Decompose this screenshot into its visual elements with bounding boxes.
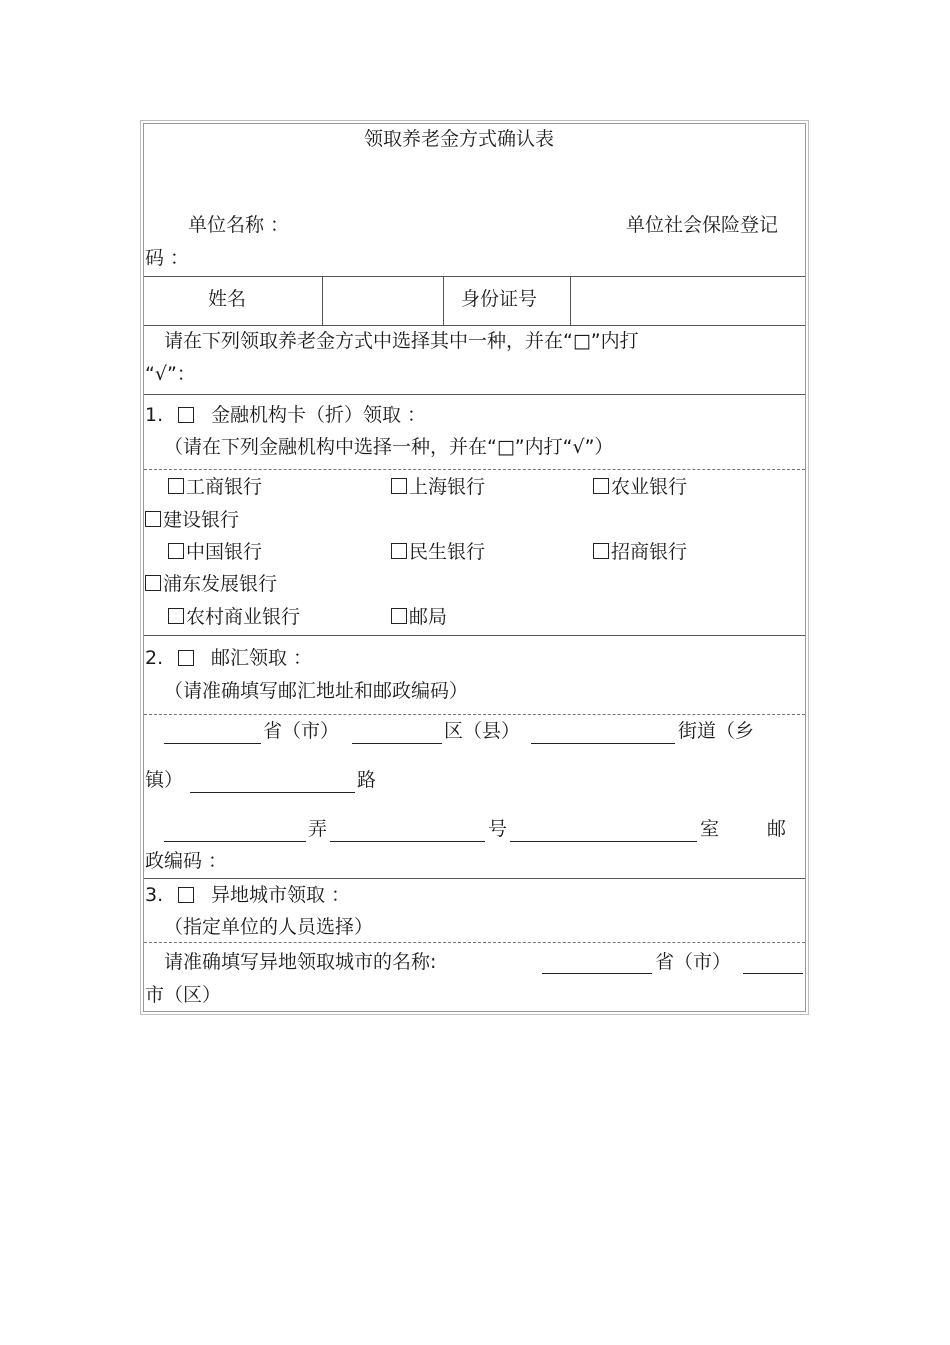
instruction-text-cont: “√”： — [145, 363, 196, 385]
room-input-line[interactable] — [510, 841, 697, 842]
divider — [144, 878, 805, 879]
name-field[interactable] — [324, 278, 442, 324]
option3-number: 3. — [145, 884, 164, 906]
other-province-label: 省（市） — [655, 951, 732, 973]
option3-title: 异地城市领取 ： — [211, 884, 351, 906]
checkbox-icon[interactable] — [391, 608, 407, 624]
option2-title: 邮汇领取 ： — [211, 647, 313, 669]
unit-name-label: 单位名称 ： — [188, 214, 290, 236]
option1-hint: （请在下列金融机构中选择一种，并在“□”内打“√”） — [164, 436, 614, 458]
bank-option-post-office[interactable]: 邮局 — [391, 605, 447, 629]
province-label: 省（市） — [263, 720, 340, 742]
bank-option-boc[interactable]: 中国银行 — [168, 540, 262, 564]
option1-title: 金融机构卡（折）领取 ： — [211, 404, 427, 426]
unit-si-code-label-cont: 码 ： — [145, 247, 190, 269]
checkbox-icon[interactable] — [391, 478, 407, 494]
option2-hint: （请准确填写邮汇地址和邮政编码） — [164, 680, 469, 702]
province-input-line[interactable] — [164, 743, 261, 744]
id-number-field[interactable] — [572, 278, 804, 324]
room-label: 室 — [700, 818, 720, 840]
option3-hint: （指定单位的人员选择） — [164, 916, 374, 938]
checkbox-icon[interactable] — [593, 478, 609, 494]
bank-option-rural-commercial[interactable]: 农村商业银行 — [168, 605, 300, 629]
district-input-line[interactable] — [352, 743, 442, 744]
dashed-divider — [144, 469, 805, 470]
town-label: 镇） — [145, 769, 184, 791]
bank-option-abc[interactable]: 农业银行 — [593, 475, 687, 499]
id-number-label: 身份证号 — [461, 288, 538, 310]
form-title: 领取养老金方式确认表 — [364, 128, 555, 150]
divider — [144, 276, 805, 277]
other-city-district-label: 市（区） — [145, 984, 222, 1006]
lane-input-line[interactable] — [164, 841, 306, 842]
checkbox-icon[interactable] — [168, 543, 184, 559]
postal-code-label-cont: 政编码 ： — [145, 850, 228, 872]
other-city-input-line[interactable] — [743, 973, 803, 974]
bank-option-shanghai[interactable]: 上海银行 — [391, 475, 485, 499]
bank-option-spdb[interactable]: 浦东发展银行 — [145, 572, 277, 596]
bank-option-icbc[interactable]: 工商银行 — [168, 475, 262, 499]
bank-option-cmb[interactable]: 招商银行 — [593, 540, 687, 564]
option3-checkbox[interactable] — [178, 887, 194, 903]
instruction-text: 请在下列领取养老金方式中选择其中一种，并在“□”内打 — [164, 330, 639, 352]
bank-option-ccb[interactable]: 建设银行 — [145, 508, 239, 532]
dashed-divider — [144, 714, 805, 715]
divider — [570, 277, 571, 325]
divider — [443, 277, 444, 325]
checkbox-icon[interactable] — [168, 478, 184, 494]
postal-code-label: 邮 — [767, 818, 787, 840]
street-label: 街道（乡 — [678, 720, 755, 742]
road-input-line[interactable] — [190, 792, 355, 793]
checkbox-icon[interactable] — [145, 575, 161, 591]
dashed-divider — [144, 942, 805, 943]
checkbox-icon[interactable] — [168, 608, 184, 624]
name-label: 姓名 — [208, 288, 247, 310]
other-province-input-line[interactable] — [542, 973, 652, 974]
option2-number: 2. — [145, 647, 164, 669]
option1-checkbox[interactable] — [178, 407, 194, 423]
number-input-line[interactable] — [330, 841, 485, 842]
checkbox-icon[interactable] — [391, 543, 407, 559]
lane-label: 弄 — [308, 818, 328, 840]
unit-si-code-label: 单位社会保险登记 — [626, 214, 779, 236]
option1-number: 1. — [145, 404, 164, 426]
street-input-line[interactable] — [531, 743, 675, 744]
divider — [322, 277, 323, 325]
district-label: 区（县） — [444, 720, 521, 742]
other-city-label: 请准确填写异地领取城市的名称: — [164, 951, 437, 973]
divider — [144, 635, 805, 636]
bank-option-minsheng[interactable]: 民生银行 — [391, 540, 485, 564]
option2-checkbox[interactable] — [178, 650, 194, 666]
divider — [144, 394, 805, 395]
checkbox-icon[interactable] — [145, 511, 161, 527]
number-label: 号 — [488, 818, 508, 840]
checkbox-icon[interactable] — [593, 543, 609, 559]
road-label: 路 — [357, 769, 377, 791]
divider — [144, 325, 805, 326]
